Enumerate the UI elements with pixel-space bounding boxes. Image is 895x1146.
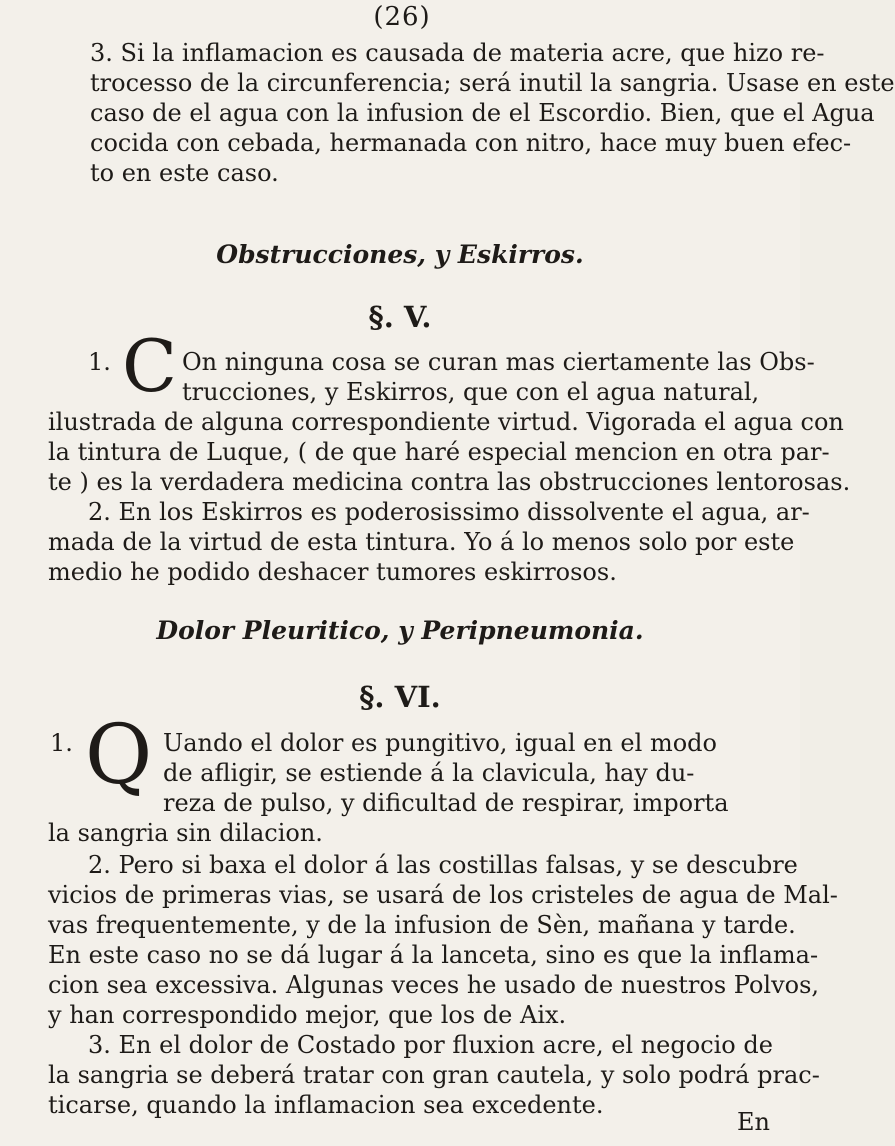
page-number: (26) [373, 2, 431, 32]
section-number-vi: §. VI. [359, 680, 441, 714]
paragraph-v-2 [48, 497, 810, 587]
text-line: 2. Pero si baxa el dolor á las costillas falsas, y se descubre [88, 851, 798, 879]
text-line: En este caso no se dá lugar á la lanceta, sino es que la inflama- [48, 941, 819, 969]
text-line: cion sea excessiva. Algunas veces he usado de nuestros Polvos, [48, 971, 820, 999]
text-line: trucciones, y Eskirros, que con el agua natural, [182, 378, 760, 406]
section-heading-obstrucciones: Obstrucciones, y Eskirros. [216, 240, 584, 269]
text-line: la sangria se deberá tratar con gran cautela, y solo podrá prac- [48, 1061, 820, 1089]
text-line: ticarse, quando la inflamacion sea excedente. [48, 1091, 604, 1119]
text-line: Uando el dolor es pungitivo, igual en el modo [163, 729, 717, 757]
text-line: reza de pulso, y dificultad de respirar, importa [163, 789, 729, 817]
paragraph-vi-1-number: 1. [50, 729, 73, 757]
drop-cap-c: C [122, 324, 178, 408]
paragraph-vi-1-rest [48, 818, 782, 848]
drop-cap-q: Q [85, 708, 153, 803]
paragraph-vi-3 [48, 1030, 820, 1120]
paragraph-inflamacion [90, 38, 895, 188]
section-number-v: §. V. [368, 300, 432, 334]
text-line: te ) es la verdadera medicina contra las obstrucciones lentorosas. [48, 468, 851, 496]
text-line: 2. En los Eskirros es poderosissimo dissolvente el agua, ar- [88, 498, 810, 526]
text-line: vas frequentemente, y de la infusion de Sèn, mañana y tarde. [48, 911, 796, 939]
paragraph-v-1-rest [48, 407, 851, 497]
text-line: trocesso de la circunferencia; será inutil la sangria. Usase en este [90, 69, 895, 97]
text-line: de afligir, se estiende á la clavicula, hay du- [163, 759, 695, 787]
paragraph-vi-1-first [163, 728, 783, 818]
text-line: 3. En el dolor de Costado por fluxion acre, el negocio de [88, 1031, 773, 1059]
text-line: la tintura de Luque, ( de que haré especial mencion en otra par- [48, 438, 830, 466]
paragraph-v-1-number: 1. [88, 348, 111, 376]
text-line: cocida con cebada, hermanada con nitro, hace muy buen efec- [90, 129, 852, 157]
text-line: la sangria sin dilacion. [48, 819, 323, 847]
text-line: mada de la virtud de esta tintura. Yo á lo menos solo por este [48, 528, 795, 556]
text-line: to en este caso. [90, 159, 279, 187]
text-line: medio he podido deshacer tumores eskirrosos. [48, 558, 617, 586]
text-line: vicios de primeras vias, se usará de los cristeles de agua de Mal- [48, 881, 838, 909]
text-line: 3. Si la inflamacion es causada de materia acre, que hizo re- [90, 39, 825, 67]
paragraph-vi-2 [48, 850, 838, 1030]
text-line: caso de el agua con la infusion de el Escordio. Bien, que el Agua [90, 99, 875, 127]
text-line: ilustrada de alguna correspondiente virtud. Vigorada el agua con [48, 408, 844, 436]
text-line: y han correspondido mejor, que los de Aix. [48, 1001, 567, 1029]
paragraph-v-1-first [182, 347, 815, 407]
text-line: On ninguna cosa se curan mas ciertamente las Obs- [182, 348, 815, 376]
catchword: En [737, 1108, 770, 1136]
section-heading-dolor-pleuritico: Dolor Pleuritico, y Peripneumonia. [156, 616, 644, 645]
